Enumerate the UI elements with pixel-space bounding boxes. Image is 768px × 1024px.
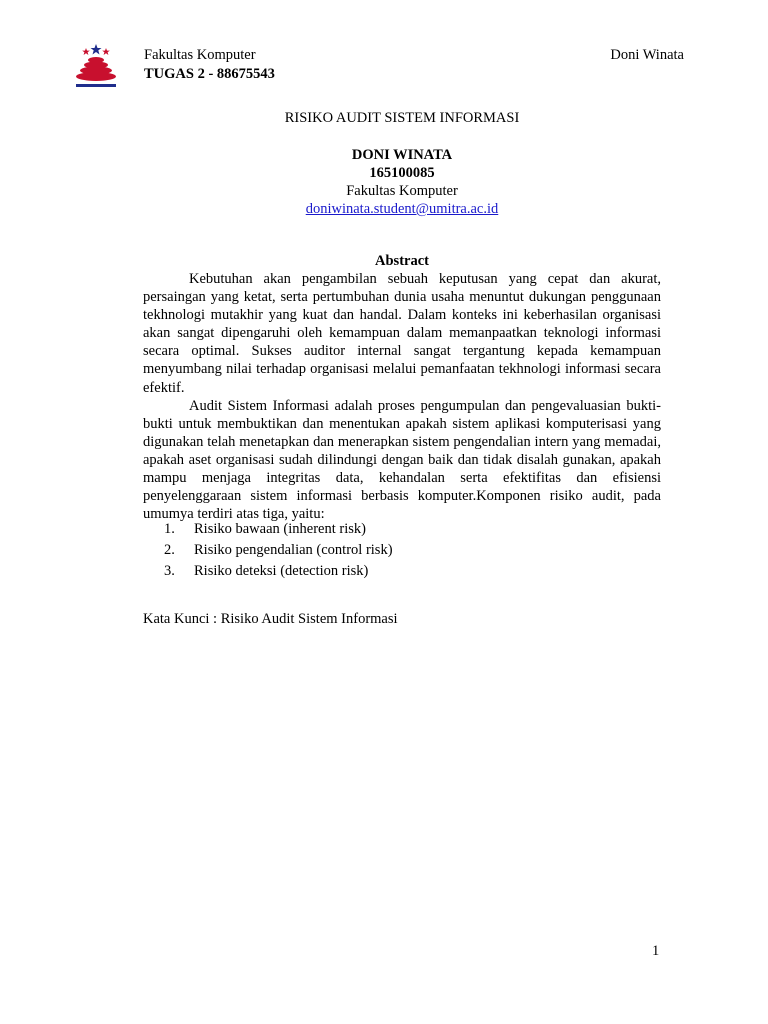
abstract-paragraph: Audit Sistem Informasi adalah proses pengumpulan dan pengevaluasian bukti-bukti untuk membuktikan dan menentukan apakah sistem aplikasi komputerisasi yang digunakan telah menetapkan dan menerapkan sistem pengendalian intern yang memadai, apakah aset organisasi sudah dilindungi dengan baik dan tidak disalah gunakan, apakah mampu menjaga integritas data, kehandalan serta efektifitas dan efisiensi penyelenggaraan sistem informasi berbasis komputer.Komponen risiko audit, pada umumya terdiri atas tiga, yaitu:: [143, 397, 661, 523]
header-assignment: TUGAS 2 - 88675543: [144, 66, 275, 82]
keywords: Kata Kunci : Risiko Audit Sistem Informasi: [143, 611, 398, 627]
list-item: [144, 540, 393, 561]
header-faculty: Fakultas Komputer: [144, 47, 256, 63]
list-item-number: 1.: [164, 521, 175, 537]
list-item-number: 2.: [164, 542, 175, 559]
header-author: Doni Winata: [610, 47, 684, 63]
abstract-paragraph: Kebutuhan akan pengambilan sebuah keputusan yang cepat dan akurat, persaingan yang ketat, serta pertumbuhan dunia usaha menuntut dukungan penggunaan tekhnologi mutakhir yang kuat dan handal. Dalam konteks ini keberhasilan organisasi akan sangat dipengaruhi oleh kemampuan dalam memanpaatkan teknologi informasi secara optimal. Sukses auditor internal sangat tergantung kepada kemampuan menyumbang nilai terhadap organisasi melalui pemanfaatan tekhnologi informasi secara efektif.: [143, 271, 661, 396]
list-item: [144, 561, 393, 582]
list-item-text: Risiko pengendalian (control risk): [194, 542, 393, 559]
author-name: DONI WINATA: [351, 147, 453, 163]
author-email-link[interactable]: doniwinata.student@umitra.ac.id: [305, 201, 499, 217]
author-id: 165100085: [369, 165, 435, 181]
list-item: [144, 519, 393, 540]
list-item-number: 3.: [164, 563, 175, 580]
document-title: RISIKO AUDIT SISTEM INFORMASI: [284, 110, 520, 126]
risk-list: [144, 519, 393, 583]
abstract-heading: Abstract: [375, 253, 429, 269]
abstract-body: [143, 270, 661, 523]
list-item-text: Risiko deteksi (detection risk): [194, 563, 369, 580]
list-item-text: Risiko bawaan (inherent risk): [194, 521, 366, 537]
author-faculty: Fakultas Komputer: [346, 183, 458, 199]
page-number: 1: [652, 943, 660, 959]
header-left: [144, 46, 275, 84]
author-block: [0, 146, 768, 218]
university-logo: [73, 42, 119, 90]
